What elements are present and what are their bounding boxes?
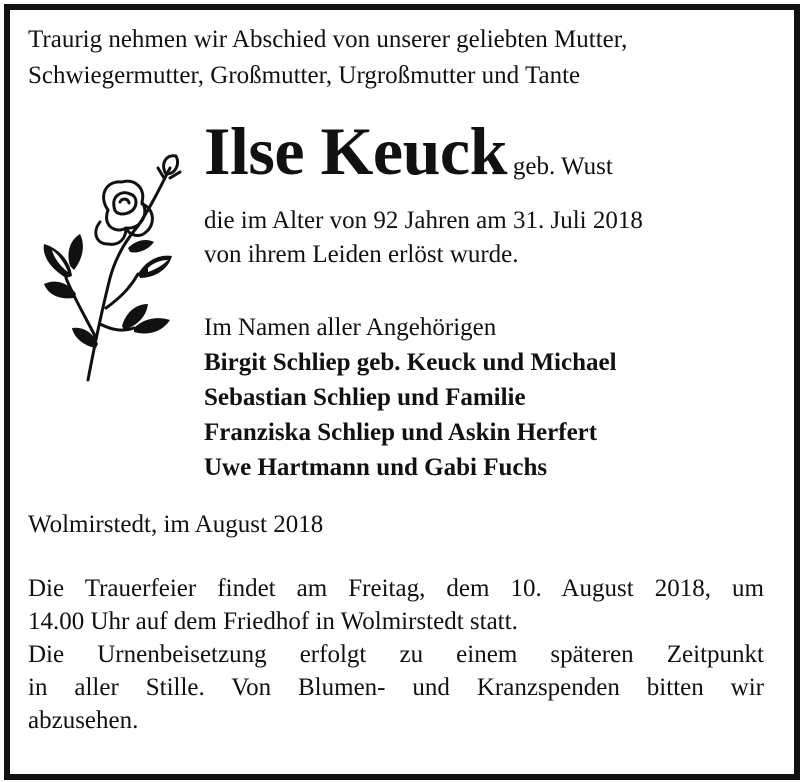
intro-line-1: Traurig nehmen wir Abschied von unserer geliebten Mutter, [28,26,628,53]
mourners-block [204,310,617,485]
mourner-name: Birgit Schliep geb. Keuck und Michael [204,349,617,376]
funeral-line-1: Die Trauerfeier findet am Freitag, dem 10. August 2018, um [28,575,764,602]
funeral-info [28,572,764,737]
mourner-name: Uwe Hartmann und Gabi Fuchs [204,454,548,481]
funeral-line-3: Die Urnenbeisetzung erfolgt zu einem späteren Zeitpunkt [28,641,764,668]
deceased-name-row [204,112,613,191]
funeral-line-2: 14.00 Uhr auf dem Friedhof in Wolmirstedt statt. [28,608,518,635]
funeral-line-5: abzusehen. [28,707,139,734]
mourner-name: Sebastian Schliep und Familie [204,384,526,411]
intro-text [28,22,627,94]
death-notice-line-2: von ihrem Leiden erlöst wurde. [204,241,519,268]
rose-icon [30,148,190,388]
death-notice-line-1: die im Alter von 92 Jahren am 31. Juli 2018 [204,207,643,234]
mourners-intro: Im Namen aller Angehörigen [204,314,497,341]
maiden-name: geb. Wust [512,153,613,180]
intro-line-2: Schwiegermutter, Großmutter, Urgroßmutter und Tante [28,62,581,89]
deceased-name: Ilse Keuck [204,113,507,189]
death-notice [204,204,643,272]
mourner-name: Franziska Schliep und Askin Herfert [204,419,598,446]
place-date: Wolmirstedt, im August 2018 [28,511,324,538]
funeral-line-4: in aller Stille. Von Blumen- und Kranzspenden bitten wir [28,674,764,701]
